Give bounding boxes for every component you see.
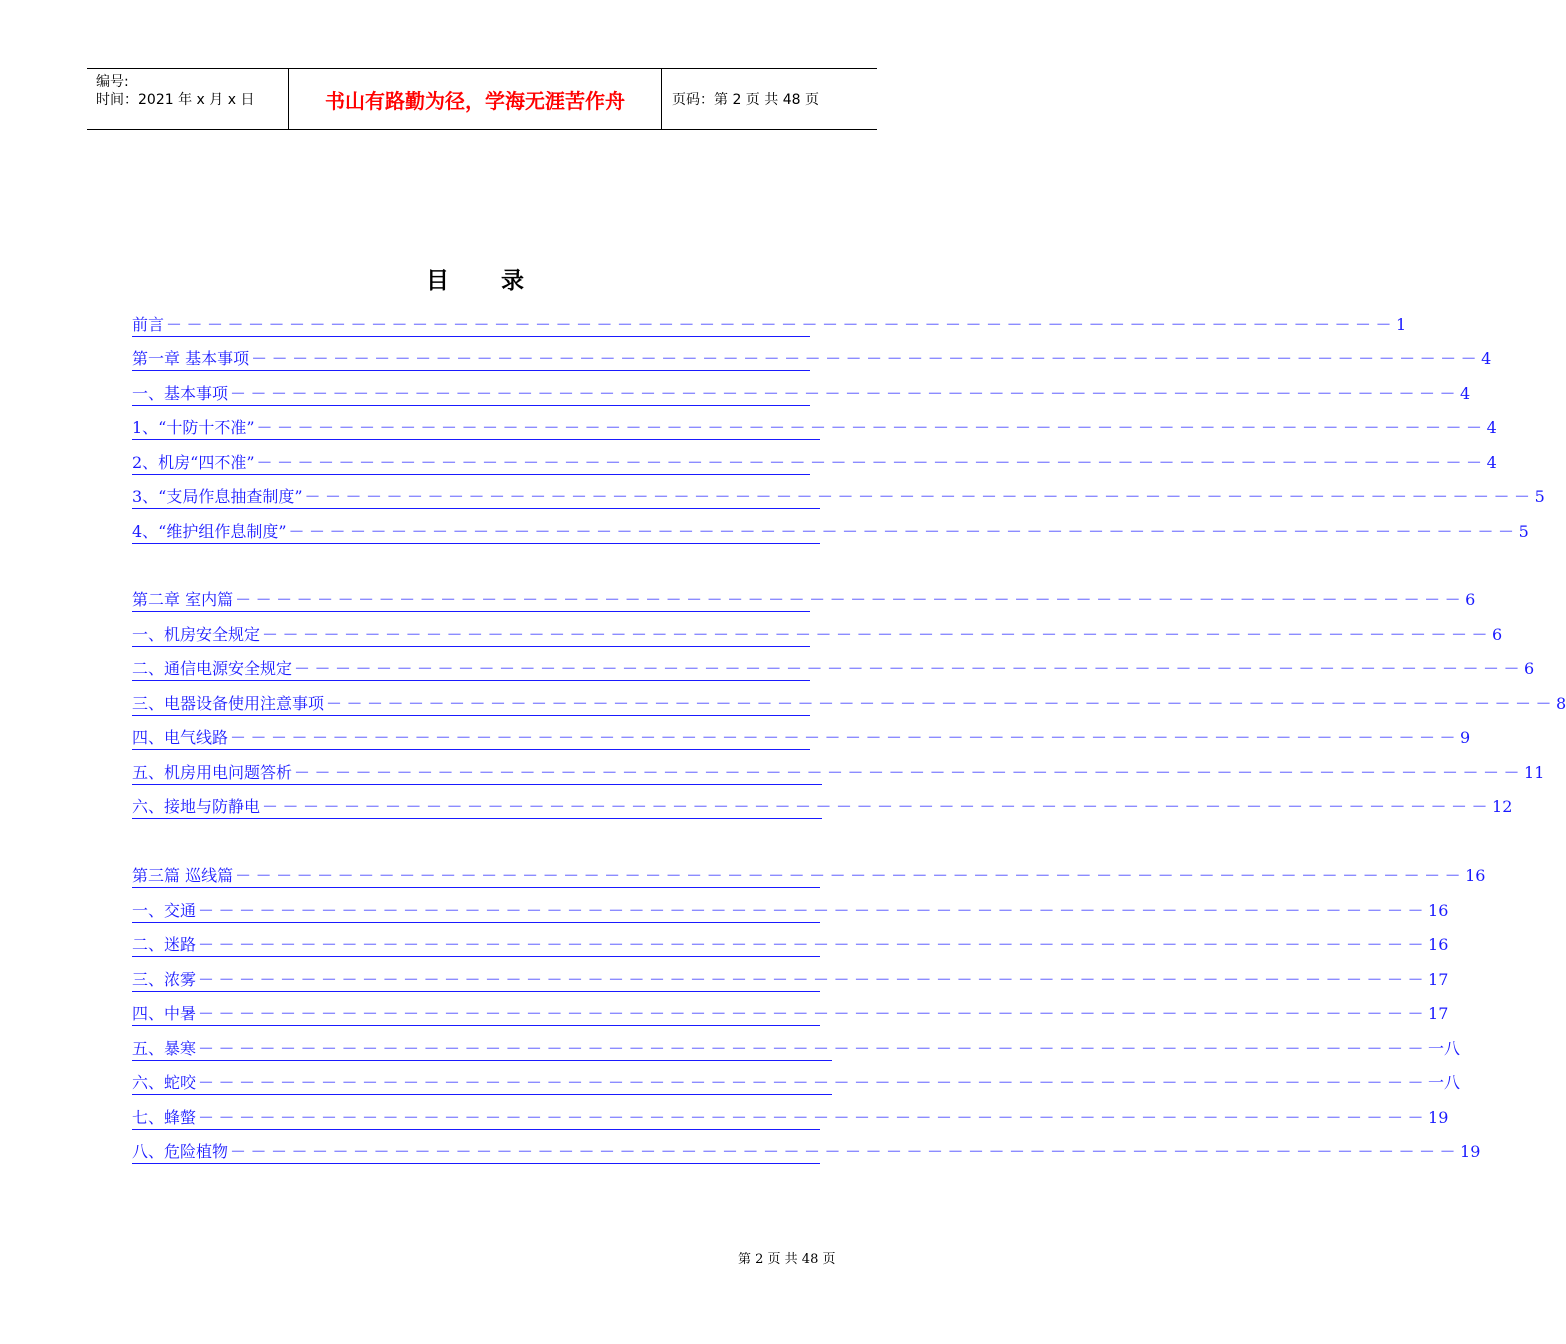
toc-entry[interactable] bbox=[132, 452, 1497, 475]
toc-entry[interactable] bbox=[132, 727, 1471, 750]
toc-dot-leader: －－－－－－－－－－－－－－－－－－－－－－－－－－－－－－－－－－－－－－－－－－－－－－－－－－－－－－－－－－－－ bbox=[198, 935, 1429, 954]
toc-entry-title: 三、电器设备使用注意事项 bbox=[132, 694, 325, 713]
toc-entry-title: 2、机房“四不准” bbox=[132, 453, 255, 472]
toc-dot-leader: －－－－－－－－－－－－－－－－－－－－－－－－－－－－－－－－－－－－－－－－－－－－－－－－－－－－－－－－－－－－ bbox=[198, 970, 1429, 989]
toc-entry-title: 七、蜂螫 bbox=[132, 1108, 197, 1127]
toc-entry-title: 五、机房用电问题答析 bbox=[132, 763, 293, 782]
toc-entry[interactable] bbox=[132, 1072, 1461, 1095]
toc-dot-leader: －－－－－－－－－－－－－－－－－－－－－－－－－－－－－－－－－－－－－－－－－－－－－－－－－－－－－－－－－－－－ bbox=[235, 590, 1466, 609]
toc-entry-title: 六、蛇咬 bbox=[132, 1073, 197, 1092]
toc-dot-leader: －－－－－－－－－－－－－－－－－－－－－－－－－－－－－－－－－－－－－－－－－－－－－－－－－－－－－－－－－－－－ bbox=[294, 659, 1525, 678]
toc-entry[interactable] bbox=[132, 383, 1471, 406]
toc-entry-page: 4 bbox=[1460, 384, 1471, 403]
toc-entry-title: 第一章 基本事项 bbox=[132, 349, 250, 368]
toc-entry-title: 一、基本事项 bbox=[132, 384, 229, 403]
toc-dot-leader: －－－－－－－－－－－－－－－－－－－－－－－－－－－－－－－－－－－－－－－－－－－－－－－－－－－－－－－－－－－－ bbox=[230, 384, 1461, 403]
toc-entry-title: 三、浓雾 bbox=[132, 970, 197, 989]
toc-entry-page: 16 bbox=[1428, 935, 1449, 954]
toc-entry-page: 一八 bbox=[1428, 1073, 1461, 1092]
header-page-info bbox=[662, 69, 877, 129]
toc-dot-leader: －－－－－－－－－－－－－－－－－－－－－－－－－－－－－－－－－－－－－－－－－－－－－－－－－－－－－－－－－－－－ bbox=[256, 418, 1487, 437]
toc-title: 目录 bbox=[426, 268, 576, 294]
toc-entry[interactable] bbox=[132, 348, 1492, 371]
toc-entry-title: 1、“十防十不准” bbox=[132, 418, 255, 437]
toc-entry-title: 六、接地与防静电 bbox=[132, 797, 261, 816]
toc-entry-title: 五、暴寒 bbox=[132, 1039, 197, 1058]
toc-entry-title: 八、危险植物 bbox=[132, 1142, 229, 1161]
toc-entry-page: 16 bbox=[1428, 901, 1449, 920]
toc-entry-page: 一八 bbox=[1428, 1039, 1461, 1058]
toc-entry[interactable] bbox=[132, 969, 1449, 992]
toc-entry-title: 二、通信电源安全规定 bbox=[132, 659, 293, 678]
toc-dot-leader: －－－－－－－－－－－－－－－－－－－－－－－－－－－－－－－－－－－－－－－－－－－－－－－－－－－－－－－－－－－－ bbox=[326, 694, 1557, 713]
toc-entry-page: 5 bbox=[1518, 522, 1529, 541]
toc-entry-title: 3、“支局作息抽查制度” bbox=[132, 487, 303, 506]
header-page-info-text: 页码：第 2 页 共 48 页 bbox=[672, 92, 819, 108]
toc-entry-page: 9 bbox=[1460, 728, 1471, 747]
document-time-label: 时间：2021 年 x 月 x 日 bbox=[96, 92, 255, 108]
toc-dot-leader: －－－－－－－－－－－－－－－－－－－－－－－－－－－－－－－－－－－－－－－－－－－－－－－－－－－－－－－－－－－－ bbox=[230, 728, 1461, 747]
toc-dot-leader: －－－－－－－－－－－－－－－－－－－－－－－－－－－－－－－－－－－－－－－－－－－－－－－－－－－－－－－－－－－－ bbox=[262, 797, 1493, 816]
toc-dot-leader: －－－－－－－－－－－－－－－－－－－－－－－－－－－－－－－－－－－－－－－－－－－－－－－－－－－－－－－－－－－－ bbox=[198, 1108, 1429, 1127]
toc-entry-page: 19 bbox=[1428, 1108, 1449, 1127]
toc-entry[interactable] bbox=[132, 314, 1407, 337]
toc-entry[interactable] bbox=[132, 658, 1535, 681]
toc-entry[interactable] bbox=[132, 693, 1566, 716]
toc-dot-leader: －－－－－－－－－－－－－－－－－－－－－－－－－－－－－－－－－－－－－－－－－－－－－－－－－－－－－－－－－－－－ bbox=[198, 1073, 1429, 1092]
header-motto: 书山有路勤为径，学海无涯苦作舟 bbox=[289, 69, 662, 129]
toc-entry[interactable] bbox=[132, 521, 1529, 544]
toc-entry-title: 四、中暑 bbox=[132, 1004, 197, 1023]
toc-entry-title: 第二章 室内篇 bbox=[132, 590, 234, 609]
toc-dot-leader: －－－－－－－－－－－－－－－－－－－－－－－－－－－－－－－－－－－－－－－－－－－－－－－－－－－－－－－－－－－－ bbox=[262, 625, 1493, 644]
toc-entry-title: 四、电气线路 bbox=[132, 728, 229, 747]
toc-dot-leader: －－－－－－－－－－－－－－－－－－－－－－－－－－－－－－－－－－－－－－－－－－－－－－－－－－－－－－－－－－－－ bbox=[235, 866, 1466, 885]
toc-entry-page: 8 bbox=[1556, 694, 1566, 713]
toc-dot-leader: －－－－－－－－－－－－－－－－－－－－－－－－－－－－－－－－－－－－－－－－－－－－－－－－－－－－－－－－－－－－ bbox=[198, 1004, 1429, 1023]
toc-entry-page: 12 bbox=[1492, 797, 1513, 816]
toc-dot-leader: －－－－－－－－－－－－－－－－－－－－－－－－－－－－－－－－－－－－－－－－－－－－－－－－－－－－－－－－－－－－ bbox=[304, 487, 1535, 506]
toc-entry-page: 4 bbox=[1481, 349, 1492, 368]
toc-entry[interactable] bbox=[132, 417, 1497, 440]
toc-entry[interactable] bbox=[132, 486, 1545, 509]
toc-dot-leader: －－－－－－－－－－－－－－－－－－－－－－－－－－－－－－－－－－－－－－－－－－－－－－－－－－－－－－－－－－－－ bbox=[256, 453, 1487, 472]
toc-entry-page: 4 bbox=[1486, 418, 1497, 437]
toc-entry-title: 一、交通 bbox=[132, 901, 197, 920]
toc-entry-page: 1 bbox=[1396, 315, 1407, 334]
toc-dot-leader: －－－－－－－－－－－－－－－－－－－－－－－－－－－－－－－－－－－－－－－－－－－－－－－－－－－－－－－－－－－－ bbox=[166, 315, 1397, 334]
toc-entry[interactable] bbox=[132, 1141, 1481, 1164]
toc-entry[interactable] bbox=[132, 589, 1476, 612]
header-meta bbox=[87, 69, 289, 129]
document-number-label: 编号: bbox=[96, 74, 129, 90]
toc-entry-page: 4 bbox=[1486, 453, 1497, 472]
toc-entry[interactable] bbox=[132, 1038, 1461, 1061]
toc-entry-page: 16 bbox=[1465, 866, 1486, 885]
toc-entry[interactable] bbox=[132, 900, 1449, 923]
toc-entry[interactable] bbox=[132, 624, 1503, 647]
toc-entry-title: 第三篇 巡线篇 bbox=[132, 866, 234, 885]
toc-entry-page: 6 bbox=[1465, 590, 1476, 609]
toc-entry[interactable] bbox=[132, 762, 1545, 785]
toc-entry[interactable] bbox=[132, 1003, 1449, 1026]
toc-dot-leader: －－－－－－－－－－－－－－－－－－－－－－－－－－－－－－－－－－－－－－－－－－－－－－－－－－－－－－－－－－－－ bbox=[294, 763, 1525, 782]
toc-dot-leader: －－－－－－－－－－－－－－－－－－－－－－－－－－－－－－－－－－－－－－－－－－－－－－－－－－－－－－－－－－－－ bbox=[251, 349, 1482, 368]
toc-entry-title: 前言 bbox=[132, 315, 165, 334]
toc-entry[interactable] bbox=[132, 1107, 1449, 1130]
toc-entry-page: 17 bbox=[1428, 970, 1449, 989]
toc-entry-page: 19 bbox=[1460, 1142, 1481, 1161]
toc-entry[interactable] bbox=[132, 865, 1486, 888]
toc-dot-leader: －－－－－－－－－－－－－－－－－－－－－－－－－－－－－－－－－－－－－－－－－－－－－－－－－－－－－－－－－－－－ bbox=[230, 1142, 1461, 1161]
toc-entry-title: 一、机房安全规定 bbox=[132, 625, 261, 644]
toc-entry-title: 4、“维护组作息制度” bbox=[132, 522, 287, 541]
page-footer: 第 2 页 共 48 页 bbox=[738, 1252, 836, 1267]
toc-dot-leader: －－－－－－－－－－－－－－－－－－－－－－－－－－－－－－－－－－－－－－－－－－－－－－－－－－－－－－－－－－－－ bbox=[288, 522, 1519, 541]
toc-entry-page: 6 bbox=[1492, 625, 1503, 644]
toc-dot-leader: －－－－－－－－－－－－－－－－－－－－－－－－－－－－－－－－－－－－－－－－－－－－－－－－－－－－－－－－－－－－ bbox=[198, 901, 1429, 920]
toc-entry[interactable] bbox=[132, 934, 1449, 957]
toc-entry[interactable] bbox=[132, 796, 1513, 819]
toc-dot-leader: －－－－－－－－－－－－－－－－－－－－－－－－－－－－－－－－－－－－－－－－－－－－－－－－－－－－－－－－－－－－ bbox=[198, 1039, 1429, 1058]
toc-entry-page: 11 bbox=[1524, 763, 1545, 782]
toc-entry-title: 二、迷路 bbox=[132, 935, 197, 954]
toc-entry-page: 6 bbox=[1524, 659, 1535, 678]
toc-entry-page: 17 bbox=[1428, 1004, 1449, 1023]
toc-entry-page: 5 bbox=[1534, 487, 1545, 506]
page-header bbox=[87, 68, 877, 130]
